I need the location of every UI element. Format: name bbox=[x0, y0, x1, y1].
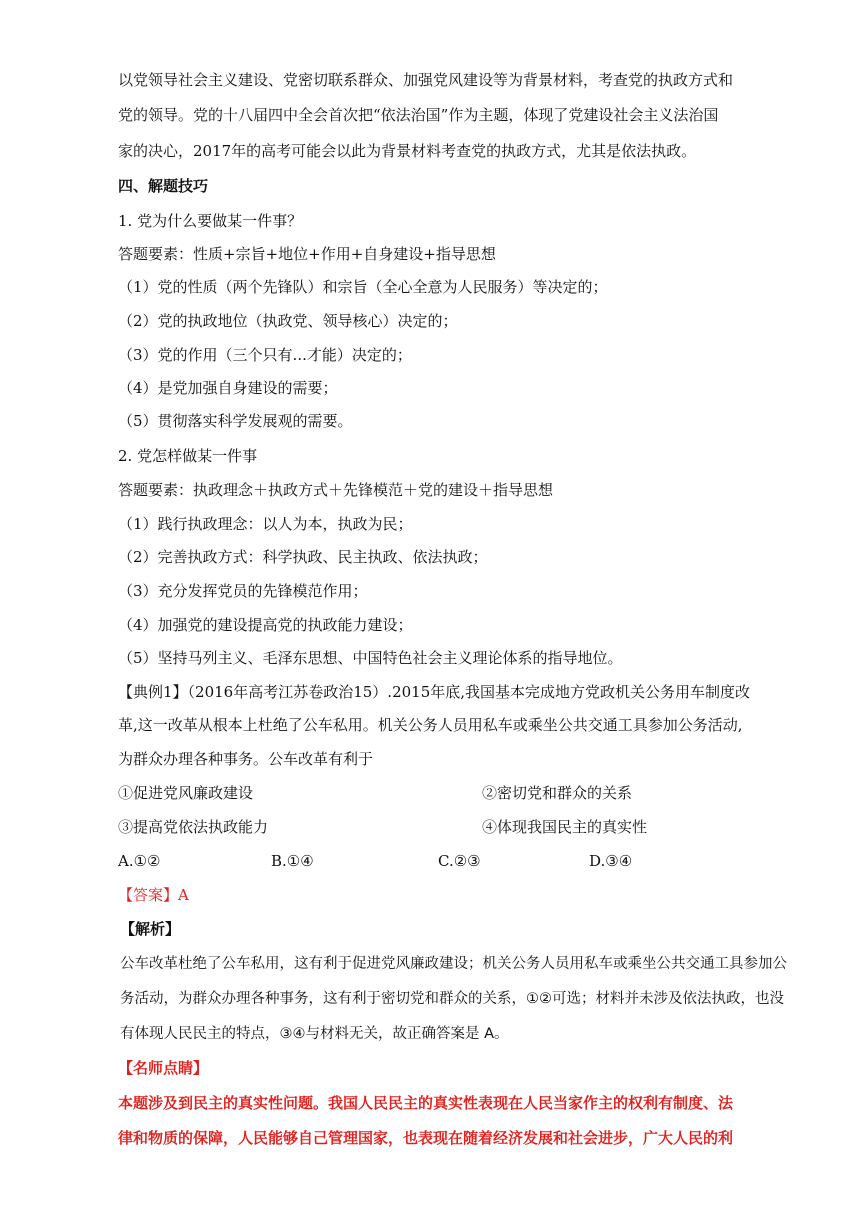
q2-item-4: （4）加强党的建设提高党的执政能力建设； bbox=[118, 616, 413, 634]
q1-item-5: （5）贯彻落实科学发展观的需要。 bbox=[118, 412, 353, 430]
q2-item-5: （5）坚持马列主义、毛泽东思想、中国特色社会主义理论体系的指导地位。 bbox=[118, 649, 623, 667]
teacher-line-2: 律和物质的保障，人民能够自己管理国家，也表现在随着经济发展和社会进步，广大人民的利 bbox=[118, 1129, 734, 1147]
q1-item-3: （3）党的作用（三个只有...才能）决定的； bbox=[118, 346, 412, 364]
q2-elements: 答题要素：执政理念＋执政方式＋先锋模范＋党的建设＋指导思想 bbox=[118, 481, 554, 499]
option-d: D.③④ bbox=[589, 852, 633, 870]
analysis-line-1: 公车改革杜绝了公车私用，这有利于促进党风廉政建设；机关公务人员用私车或乘坐公共交通工具参加公 bbox=[120, 956, 787, 972]
example-statement-3: ③提高党依法执政能力 bbox=[118, 818, 269, 836]
analysis-line-3: 有体现人民民主的特点，③④与材料无关，故正确答案是 A。 bbox=[120, 1026, 509, 1042]
intro-line-1: 以党领导社会主义建设、党密切联系群众、加强党风建设等为背景材料，考查党的执政方式和 bbox=[118, 71, 734, 89]
q1-item-4: （4）是党加强自身建设的需要； bbox=[118, 379, 338, 397]
example-statement-2: ②密切党和群众的关系 bbox=[482, 784, 633, 802]
example-line-2: 革,这一改革从根本上杜绝了公车私用。机关公务人员用私车或乘坐公共交通工具参加公务活动, bbox=[118, 716, 743, 734]
teacher-label: 【名师点睛】 bbox=[118, 1059, 209, 1077]
section-heading: 四、解题技巧 bbox=[118, 177, 209, 195]
example-statement-1: ①促进党风廉政建设 bbox=[118, 784, 254, 802]
analysis-label: 【解析】 bbox=[120, 920, 181, 938]
q1-elements: 答题要素：性质+宗旨+地位+作用+自身建设+指导思想 bbox=[118, 245, 496, 263]
example-line-3: 为群众办理各种事务。公车改革有利于 bbox=[118, 750, 374, 768]
q1-title: 1. 党为什么要做某一件事？ bbox=[118, 212, 303, 230]
example-statement-4: ④体现我国民主的真实性 bbox=[482, 818, 648, 836]
teacher-line-1: 本题涉及到民主的真实性问题。我国人民民主的真实性表现在人民当家作主的权利有制度、法 bbox=[118, 1094, 734, 1112]
q1-item-2: （2）党的执政地位（执政党、领导核心）决定的； bbox=[118, 312, 458, 330]
example-line-1: 【典例1】（2016年高考江苏卷政治15）.2015年底,我国基本完成地方党政机关公务用车制度改 bbox=[118, 683, 751, 701]
option-a: A.①② bbox=[118, 852, 161, 870]
option-b: B.①④ bbox=[271, 852, 314, 870]
option-c: C.②③ bbox=[438, 852, 481, 870]
intro-line-3: 家的决心，2017年的高考可能会以此为背景材料考查党的执政方式，尤其是依法执政。 bbox=[118, 142, 697, 160]
q2-item-2: （2）完善执政方式：科学执政、民主执政、依法执政； bbox=[118, 548, 488, 566]
q2-item-1: （1）践行执政理念：以人为本，执政为民； bbox=[118, 515, 413, 533]
analysis-line-2: 务活动，为群众办理各种事务，这有利于密切党和群众的关系，①②可选；材料并未涉及依法执政，也没 bbox=[120, 991, 784, 1007]
q2-title: 2. 党怎样做某一件事 bbox=[118, 447, 258, 465]
q1-item-1: （1）党的性质（两个先锋队）和宗旨（全心全意为人民服务）等决定的； bbox=[118, 278, 608, 296]
answer-label: 【答案】A bbox=[118, 886, 189, 904]
q2-item-3: （3）充分发挥党员的先锋模范作用； bbox=[118, 582, 368, 600]
intro-line-2: 党的领导。党的十八届四中全会首次把“依法治国”作为主题，体现了党建设社会主义法治国 bbox=[118, 106, 719, 124]
